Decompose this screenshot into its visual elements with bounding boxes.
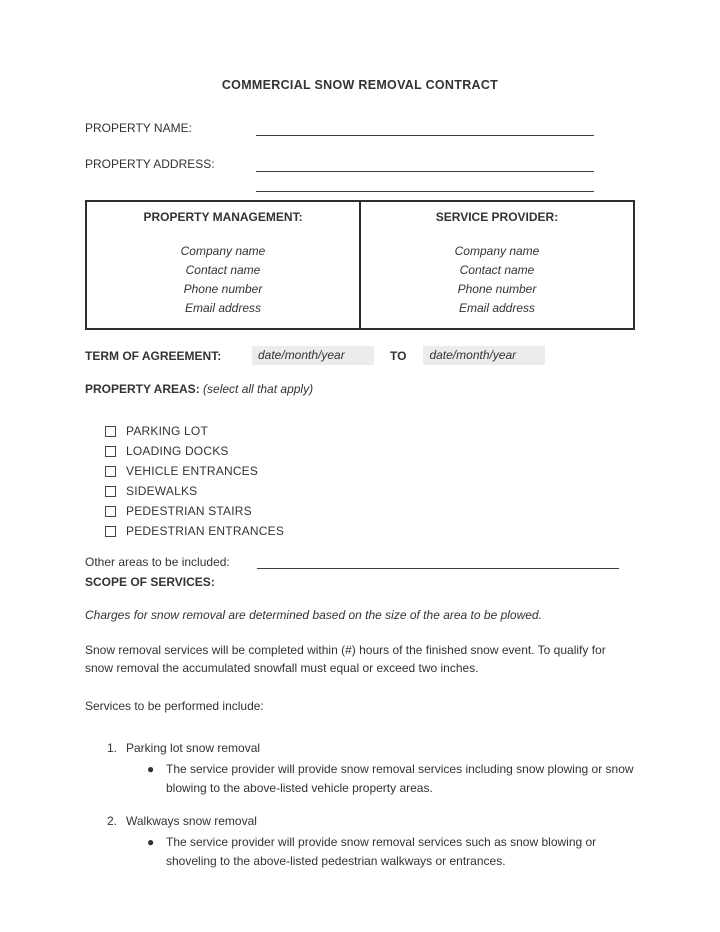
service-provider-column [361,202,633,328]
other-areas-row [85,554,635,570]
property-management-header: PROPERTY MANAGEMENT: [143,210,303,224]
company-name-placeholder: Company name [454,244,540,258]
service-provider-header: SERVICE PROVIDER: [435,210,559,224]
term-start-date-field[interactable]: date/month/year [252,346,374,365]
pedestrian-entrances-checkbox[interactable] [105,526,116,537]
checkbox-row-parking-lot [105,421,635,441]
property-address-row [85,156,635,172]
property-management-column [87,202,361,328]
pedestrian-stairs-label: PEDESTRIAN STAIRS [126,504,252,518]
sidewalks-checkbox[interactable] [105,486,116,497]
service-title-row [107,814,635,829]
term-to-connector: TO [390,348,407,363]
property-name-label: PROPERTY NAME: [85,121,192,135]
checkbox-row-loading-docks [105,441,635,461]
checkbox-row-pedestrian-entrances [105,521,635,541]
property-address-label: PROPERTY ADDRESS: [85,157,215,171]
checkbox-row-pedestrian-stairs [105,501,635,521]
page-title: COMMERCIAL SNOW REMOVAL CONTRACT [221,78,499,92]
vehicle-entrances-checkbox[interactable] [105,466,116,477]
checkbox-row-vehicle-entrances [105,461,635,481]
company-name-placeholder: Company name [180,244,266,258]
sidewalks-label: SIDEWALKS [126,484,198,498]
completion-note: Snow removal services will be completed within (#) hours of the finished snow event. To qualify for snow removal the accumulated snowfall must equal or exceed two inches. [85,643,606,675]
pedestrian-entrances-label: PEDESTRIAN ENTRANCES [126,524,285,538]
service-bullet-row [147,760,635,798]
checkbox-row-sidewalks [105,481,635,501]
term-of-agreement-row [85,346,635,365]
service-item-walkways [107,814,635,871]
parking-lot-checkbox[interactable] [105,426,116,437]
service-provider-lines [367,242,627,318]
property-areas-label: PROPERTY AREAS: [85,382,200,396]
contact-name-placeholder: Contact name [459,263,535,277]
service-title: Walkways snow removal [126,814,257,828]
scope-of-services-heading: SCOPE OF SERVICES: [85,575,215,589]
property-management-lines [93,242,353,318]
parties-table [85,200,635,330]
bullet-icon: ● [147,835,155,849]
service-bullet-text: The service provider will provide snow removal services including snow plowing or snow blowing to the above-listed vehicle property areas. [166,762,634,795]
charges-note: Charges for snow removal are determined based on the size of the area to be plowed. [85,608,542,622]
property-address-input-line-2[interactable] [256,172,594,192]
service-bullet-text: The service provider will provide snow removal services such as snow blowing or shoveling to the above-listed pedestrian walkways or entrances. [166,835,597,868]
property-address-input-line-1[interactable] [256,157,594,172]
other-areas-input-line[interactable] [257,554,619,569]
loading-docks-label: LOADING DOCKS [126,444,229,458]
service-bullet-row [147,833,635,871]
property-name-input-line[interactable] [256,121,594,136]
services-intro: Services to be performed include: [85,699,264,713]
phone-number-placeholder: Phone number [183,282,263,296]
parking-lot-label: PARKING LOT [126,424,208,438]
vehicle-entrances-label: VEHICLE ENTRANCES [126,464,259,478]
property-areas-checkbox-list [105,421,635,541]
service-number: 1. [107,741,118,755]
contact-name-placeholder: Contact name [185,263,261,277]
email-address-placeholder: Email address [458,301,536,315]
term-end-date-field[interactable]: date/month/year [423,346,545,365]
loading-docks-checkbox[interactable] [105,446,116,457]
phone-number-placeholder: Phone number [457,282,537,296]
property-areas-hint: (select all that apply) [203,382,314,396]
email-address-placeholder: Email address [184,301,262,315]
service-item-parking-lot [107,741,635,798]
pedestrian-stairs-checkbox[interactable] [105,506,116,517]
property-areas-heading [85,382,635,397]
bullet-icon: ● [147,762,155,776]
property-name-row [85,120,635,136]
service-title: Parking lot snow removal [126,741,261,755]
service-title-row [107,741,635,756]
other-areas-label: Other areas to be included: [85,555,230,569]
service-number: 2. [107,814,118,828]
term-of-agreement-label: TERM OF AGREEMENT: [85,348,222,363]
